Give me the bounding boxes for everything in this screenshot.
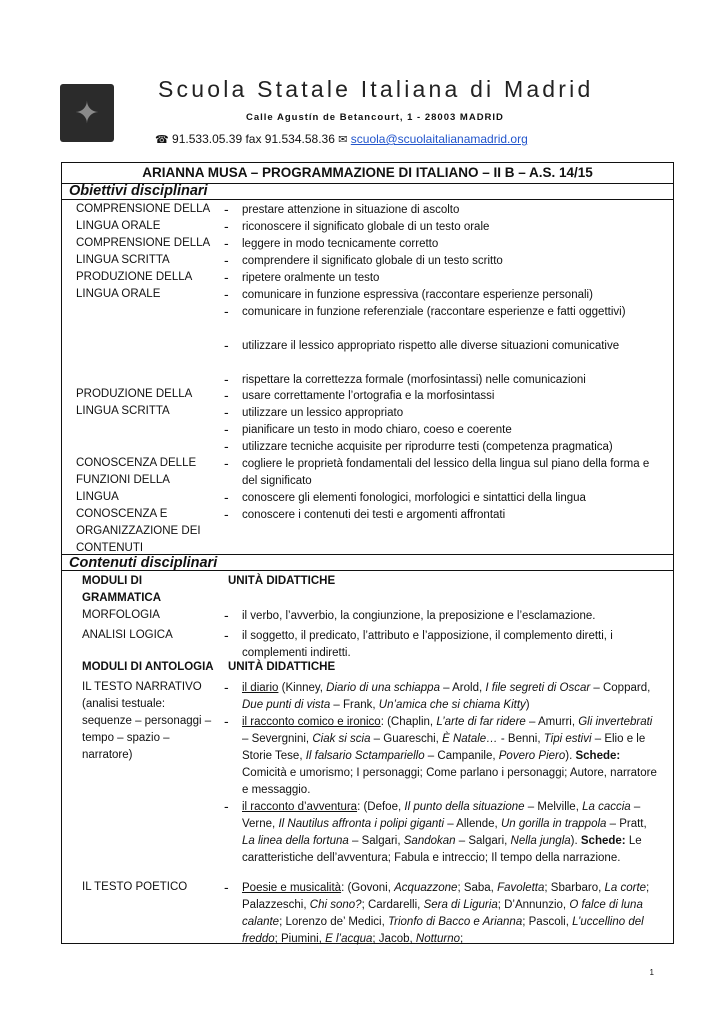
text-run: ): [525, 699, 530, 711]
work-title: Povero Piero: [498, 750, 566, 762]
work-title: La linea della fortuna: [242, 835, 349, 847]
logic-analysis-text: il soggetto, il predicato, l’attributo e l’apposizione, il complemento diretti, i complementi indiretti.: [242, 630, 613, 659]
bullet-dash: -: [224, 201, 229, 217]
objective-label: LINGUA ORALE: [76, 220, 161, 232]
work-title: Diario di una schiappa: [326, 682, 440, 694]
morphology-text: il verbo, l’avverbio, la congiunzione, la preposizione e l’esclamazione.: [242, 610, 596, 622]
objective-item: utilizzare tecniche acquisite per riprodurre testi (competenza pragmatica): [242, 441, 613, 453]
work-title: I file segreti di Oscar: [485, 682, 591, 694]
work-title: Il punto della situazione: [404, 801, 525, 813]
bullet-dash: -: [224, 218, 229, 234]
text-run: : (Govoni,: [341, 882, 395, 894]
email-link[interactable]: scuola@scuolaitalianamadrid.org: [350, 132, 528, 146]
objective-item: comunicare in funzione espressiva (raccontare esperienze personali): [242, 289, 593, 301]
work-title: La corte: [604, 882, 647, 894]
text-run: : (Defoe,: [357, 801, 405, 813]
objective-label: CONOSCENZA E: [76, 508, 168, 520]
text-run: – Allende,: [444, 818, 501, 830]
schede-label: Schede:: [580, 835, 626, 847]
objective-label: PRODUZIONE DELLA: [76, 271, 193, 283]
objective-item: conoscere gli elementi fonologici, morfologici e sintattici della lingua: [242, 492, 586, 504]
text-run: ; Cardarelli,: [361, 899, 424, 911]
work-title: La caccia: [582, 801, 631, 813]
units-heading: UNITÀ DIDATTICHE: [228, 575, 336, 587]
bullet-dash: -: [224, 506, 229, 522]
bullet-dash: -: [224, 387, 229, 403]
comic-story-unit: [242, 714, 660, 799]
objective-item: cogliere le proprietà fondamentali del lessico della lingua sul piano della forma e del significato: [242, 458, 650, 487]
diary-unit: [242, 680, 660, 714]
text-run: – Salgari,: [455, 835, 511, 847]
programme-table: [61, 162, 674, 944]
objective-item: utilizzare il lessico appropriato rispetto alle diverse situazioni comunicative: [242, 340, 620, 352]
bullet-dash: -: [224, 269, 229, 285]
text-run: - Benni,: [497, 733, 544, 745]
text-run: ;: [460, 933, 464, 945]
logic-analysis-label: ANALISI LOGICA: [82, 629, 173, 641]
text-run: – Melville,: [524, 801, 583, 813]
text-run: – Campanile,: [424, 750, 499, 762]
work-title: Sera di Liguria: [423, 899, 498, 911]
phone-icon: ☎: [155, 133, 169, 146]
objective-item: conoscere i contenuti dei testi e argomenti affrontati: [242, 509, 506, 521]
work-title: Tipi estivi: [543, 733, 592, 745]
work-title: Due punti di vista: [242, 699, 331, 711]
school-name: Scuola Statale Italiana di Madrid: [158, 76, 594, 102]
text-run: : (Chaplin,: [380, 716, 437, 728]
school-emblem: [60, 84, 114, 142]
bullet-dash: -: [224, 286, 229, 302]
text-run: – Verne,: [242, 801, 641, 830]
work-title: L’arte di far ridere: [436, 716, 526, 728]
phone-number: 91.533.05.39: [172, 132, 243, 146]
work-title: L’uccellino del freddo: [242, 916, 644, 945]
schede-label: Schede:: [575, 750, 621, 762]
bullet-dash: -: [224, 235, 229, 251]
work-title: O falce di luna calante: [242, 899, 643, 928]
document-title: ARIANNA MUSA – PROGRAMMAZIONE DI ITALIANO – II B – A.S. 14/15: [62, 163, 673, 184]
objective-label: ORGANIZZAZIONE DEI: [76, 525, 201, 537]
fax-number: fax 91.534.58.36: [245, 132, 335, 146]
bullet-dash: -: [224, 679, 229, 695]
bullet-dash: -: [224, 421, 229, 437]
page-number: 1: [649, 968, 654, 977]
objective-label: CONOSCENZA DELLE: [76, 457, 197, 469]
work-title: Il Nautilus affronta i polipi giganti: [278, 818, 445, 830]
bullet-dash: -: [224, 798, 229, 814]
work-title: E l’acqua: [325, 933, 373, 945]
text-run: ; Jacob,: [372, 933, 416, 945]
work-title: Un gorilla in trappola: [500, 818, 607, 830]
text-run: Comicità e umorismo; I personaggi; Come parlano i personaggi; Autore, narratore e messaggio.: [242, 767, 657, 796]
objective-item: prestare attenzione in situazione di ascolto: [242, 204, 460, 216]
work-title: Sandokan: [403, 835, 456, 847]
objective-label: LINGUA SCRITTA: [76, 405, 170, 417]
work-title: Favoletta: [497, 882, 545, 894]
section-heading-obiettivi: Obiettivi disciplinari: [62, 183, 673, 200]
poetry-unit: [242, 880, 660, 948]
adventure-story-unit: [242, 799, 660, 867]
text-run: – Severgnini,: [242, 733, 313, 745]
morphology-label: MORFOLOGIA: [82, 609, 160, 621]
bullet-dash: -: [224, 371, 229, 387]
work-title: Ciak si scia: [312, 733, 371, 745]
text-run: – Elio e le Storie Tese,: [242, 733, 646, 762]
objective-label: COMPRENSIONE DELLA: [76, 203, 211, 215]
diary-heading: il diario: [242, 682, 279, 694]
text-run: Le caratteristiche dell’avventura; Fabula e intreccio; Il tempo della narrazione.: [242, 835, 642, 864]
poetic-text-label: IL TESTO POETICO: [82, 881, 188, 893]
work-title: Nella jungla: [510, 835, 571, 847]
objective-item: riconoscere il significato globale di un testo orale: [242, 221, 490, 233]
text-run: ).: [570, 835, 581, 847]
objective-label: LINGUA: [76, 491, 119, 503]
text-run: ; Saba,: [457, 882, 498, 894]
bullet-dash: -: [224, 489, 229, 505]
text-run: ).: [565, 750, 576, 762]
work-title: È Natale…: [442, 733, 498, 745]
bullet-dash: -: [224, 879, 229, 895]
grammar-modules-heading: MODULI DI GRAMMATICA: [82, 575, 161, 604]
text-run: – Amurri,: [525, 716, 579, 728]
bullet-dash: -: [224, 337, 229, 353]
text-run: – Coppard,: [590, 682, 651, 694]
text-run: ; Piumini,: [274, 933, 326, 945]
text-run: – Guareschi,: [370, 733, 443, 745]
school-address: Calle Agustín de Betancourt, 1 - 28003 MADRID: [246, 112, 504, 123]
bullet-dash: -: [224, 455, 229, 471]
objective-item: ripetere oralmente un testo: [242, 272, 380, 284]
envelope-icon: ✉: [338, 133, 348, 146]
bullet-dash: -: [224, 252, 229, 268]
objective-item: pianificare un testo in modo chiaro, coeso e coerente: [242, 424, 512, 436]
objective-item: usare correttamente l’ortografia e la morfosintassi: [242, 390, 495, 402]
work-title: Un’amica che si chiama Kitty: [378, 699, 526, 711]
objective-label: COMPRENSIONE DELLA: [76, 237, 211, 249]
objective-item: rispettare la correttezza formale (morfosintassi) nelle comunicazioni: [242, 374, 586, 386]
star-emblem-icon: ✦: [74, 96, 100, 131]
poetry-heading: Poesie e musicalità: [242, 882, 342, 894]
bullet-dash: -: [224, 627, 229, 643]
text-run: ; Lorenzo de’ Medici,: [279, 916, 388, 928]
text-run: – Pratt,: [606, 818, 647, 830]
text-run: ; Pascoli,: [522, 916, 573, 928]
comic-heading: il racconto comico e ironico: [242, 716, 381, 728]
text-run: – Frank,: [330, 699, 379, 711]
work-title: Il falsario Sctampariello: [305, 750, 425, 762]
work-title: Notturno: [415, 933, 460, 945]
anthology-modules-heading: MODULI DI ANTOLOGIA: [82, 661, 214, 673]
text-run: – Salgari,: [348, 835, 404, 847]
objective-item: comunicare in funzione referenziale (raccontare esperienze e fatti oggettivi): [242, 306, 626, 318]
narrative-text-label: IL TESTO NARRATIVO (analisi testuale: sequenze – personaggi – tempo – spazio – narratore): [82, 681, 212, 761]
objective-item: utilizzare un lessico appropriato: [242, 407, 404, 419]
bullet-dash: -: [224, 607, 229, 623]
objective-label: LINGUA SCRITTA: [76, 254, 170, 266]
bullet-dash: -: [224, 404, 229, 420]
objective-label: PRODUZIONE DELLA: [76, 388, 193, 400]
objective-item: comprendere il significato globale di un testo scritto: [242, 255, 503, 267]
bullet-dash: -: [224, 303, 229, 319]
work-title: Gli invertebrati: [578, 716, 653, 728]
adventure-heading: il racconto d’avventura: [242, 801, 358, 813]
text-run: ; Palazzeschi,: [242, 882, 650, 911]
text-run: ; D’Annunzio,: [497, 899, 570, 911]
work-title: Acquazzone: [394, 882, 458, 894]
units-heading: UNITÀ DIDATTICHE: [228, 661, 336, 673]
text-run: – Arold,: [439, 682, 486, 694]
contact-line: [155, 132, 528, 146]
objective-label: CONTENUTI: [76, 542, 144, 554]
text-run: (Kinney,: [278, 682, 327, 694]
bullet-dash: -: [224, 438, 229, 454]
work-title: Trionfo di Bacco e Arianna: [387, 916, 523, 928]
objective-label: FUNZIONI DELLA: [76, 474, 170, 486]
objective-label: LINGUA ORALE: [76, 288, 161, 300]
section-heading-contenuti: Contenuti disciplinari: [62, 554, 673, 571]
objective-item: leggere in modo tecnicamente corretto: [242, 238, 439, 250]
text-run: ; Sbarbaro,: [544, 882, 605, 894]
bullet-dash: -: [224, 713, 229, 729]
work-title: Chi sono?: [309, 899, 362, 911]
